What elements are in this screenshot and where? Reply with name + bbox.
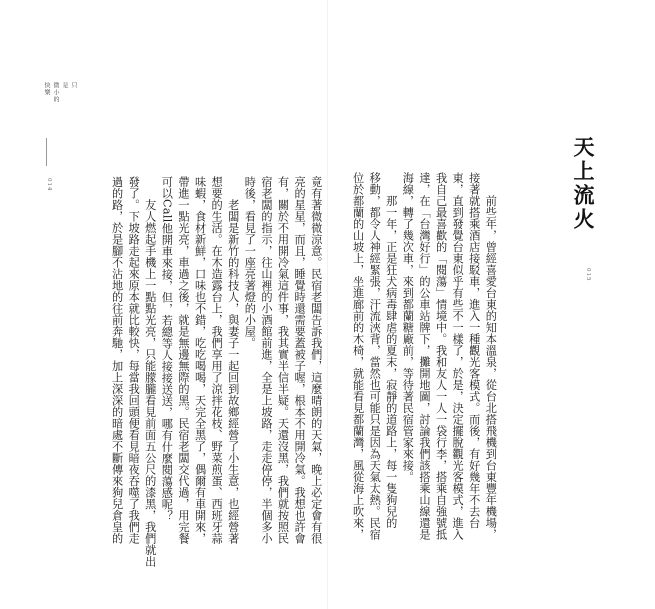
page-number-right: 015 bbox=[585, 268, 591, 282]
running-head-col: 是 bbox=[61, 82, 68, 89]
page-number-left: 014 bbox=[46, 178, 52, 192]
chapter-title: 天上流火 bbox=[571, 136, 596, 232]
right-page-body: 前些年，曾經喜愛台東的知本溫泉，從台北搭飛機到台東豐年機場， 接著就搭乘酒店接駁車，進入一種觀光客模式。而後，有好幾年不去台 東，直到發覺台東似乎有些不一樣了，於是，決定擺脫觀光客模式，進入 我自己最喜歡的「閱蕩」情境中。我和友人一人一袋行李，搭乘自強號抵 達，在「台灣好行」的公車站牌下，攤開地圖，討論我們該搭乘山線還是 海線，轉了幾次車，來到都蘭糖廠前，等待著民宿管家來接。 那一年，正是狂犬病毒肆虐的夏末，寂靜的道路上，每一隻狗兒的 移動，都令人神經緊張，汗流浹背，當然也可能只是因為天氣太熱。民宿 位於都蘭的山坡上，坐進廊前的木椅，就能看見都蘭灣，風從海上吹來， bbox=[351, 172, 498, 540]
running-head-col: 微小的 bbox=[52, 82, 59, 103]
left-page bbox=[0, 0, 327, 609]
left-page-body: 竟有著微微涼意。民宿老闆告訴我們，這麼晴朗的天氣，晚上必定會有很 亮的星星，而且，睡覺時還需要蓋被子喔，根本不用開冷氣。我想也許會 有，關於不用開冷氣這件事，我其實半信半疑。天還沒黑，我們就按照民 宿老闆的指示，往山裡的小酒館前進，全是上坡路，走走停停，半個多小 時後，看見了一座亮著燈的小屋。 老闆是新竹的科技人，與妻子一起回到故鄉經營了小生意，也經營著 想要的生活。在木造露台上，我們享用了涼拌花枝、野菜煎蛋、西班牙蒜 味蝦，食材新鮮，口味也不錯，吃吃喝喝，天完全黑了，偶爾有車開來， 帶進一點光亮，車過之後，就是無邊無際的黑。民宿老闆交代過，用完餐 可以Call他開車來接，但，若總等人接接送送，哪有什麼閱蕩感呢？ 友人燃起手機上一點點光亮，只能朦朧看見前面五公尺的漆黑，我們就出 發了。下坡路走起來原本就比較快，每當我回頭便看見暗夜吞噬了我們走 過的路，於是腳不沾地的往前奔馳，加上深深的暗處不斷傳來狗兒倉皇的 bbox=[110, 176, 323, 567]
running-head-col: 只 bbox=[70, 82, 77, 89]
running-head-rule bbox=[46, 138, 47, 166]
running-head bbox=[43, 82, 76, 103]
running-head-col: 快樂 bbox=[43, 82, 50, 96]
